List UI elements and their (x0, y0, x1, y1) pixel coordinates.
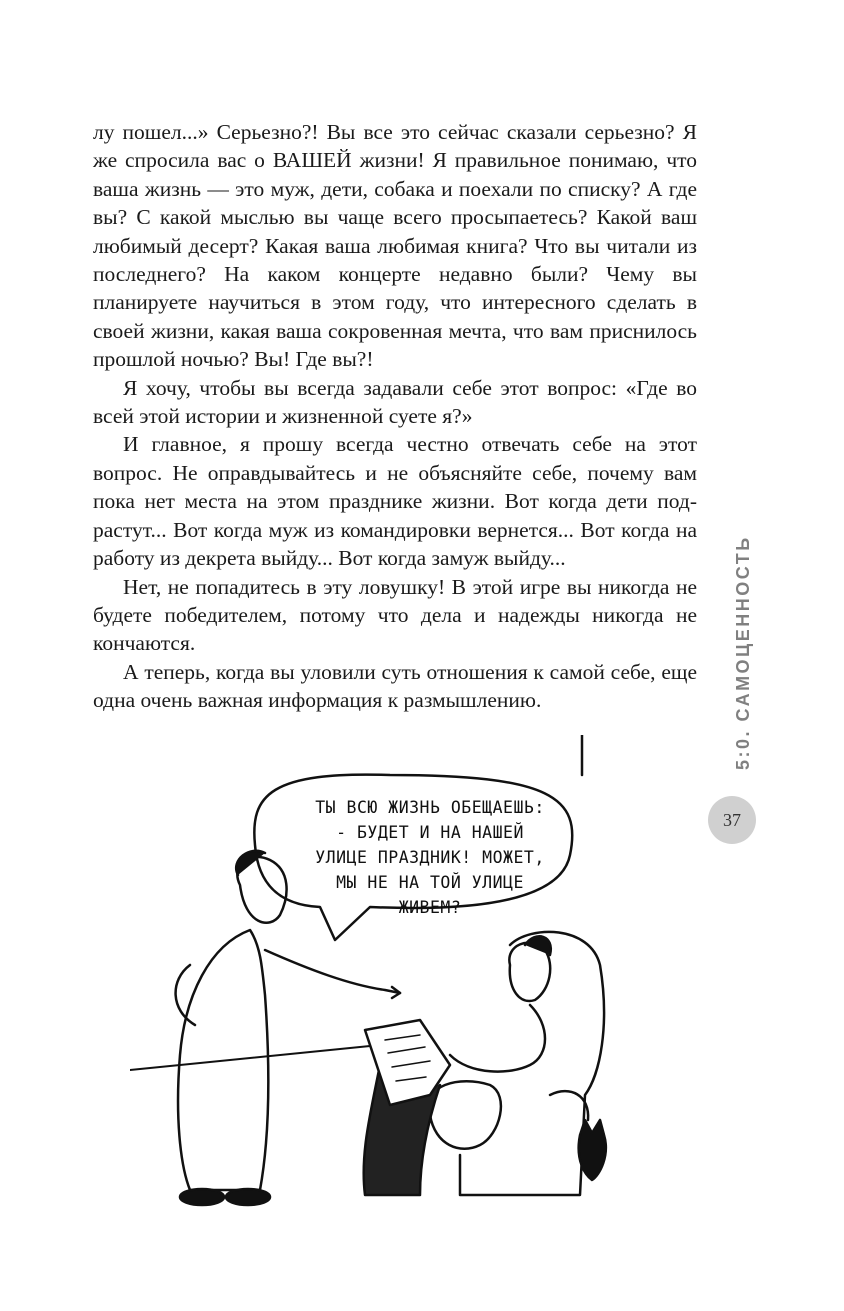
speech-line: ТЫ ВСЮ ЖИЗНЬ ОБЕЩАЕШЬ: (315, 798, 545, 817)
paragraph: А теперь, когда вы уловили суть отношения к самой себе, еще одна очень важная информация к размышлению. (93, 659, 697, 713)
cat-figure (579, 1120, 606, 1180)
speech-line: ЖИВЕМ? (398, 898, 462, 917)
floor-line (130, 1045, 380, 1070)
armchair (428, 932, 604, 1195)
page-number: 37 (708, 796, 756, 844)
cartoon-illustration (130, 735, 650, 1215)
speech-line: УЛИЦЕ ПРАЗДНИК! МОЖЕТ, (315, 848, 545, 867)
paragraph: лу пошел...» Серьезно?! Вы все это сейчас сказали серьезно? Я же спросила вас о ВАШЕЙ жизни! Я правильное понимаю, что ваша жизнь — это муж, дети, собака и поехали по списку? А где вы? С какой мыслью вы чаще всего просыпаетесь? Какой ваш любимый десерт? Какая ваша любимая книга? Что вы читали из последнего? На каком концерте недавно были? Чему вы планируете научиться в этом году, что интересного сделать в своей жизни, какая ваша сокровенная мечта, что вам приснилось прошлой ночью? Вы! Где вы?! (93, 120, 697, 372)
running-head: 5:0. САМОЦЕННОСТЬ (733, 535, 753, 770)
body-text (93, 118, 697, 715)
speech-line: - БУДЕТ И НА НАШЕЙ (336, 823, 524, 842)
speech-bubble-text (280, 795, 580, 920)
paragraph: Я хочу, чтобы вы всегда задавали себе этот вопрос: «Где во всей этой истории и жизненной суете я?» (93, 375, 697, 429)
speech-line: МЫ НЕ НА ТОЙ УЛИЦЕ (336, 873, 524, 892)
paragraph: И главное, я прошу всегда честно отвечать себе на этот вопрос. Не оправдывайтесь и не объясняйте себе, почему вам пока нет места на этом празднике жизни. Вот когда дети подрастут... Вот когда муж из командировки вернется... Вот когда на работу из декрета выйду... Вот когда замуж выйду... (93, 432, 697, 571)
paragraph: Нет, не попадитесь в эту ловушку! В этой игре вы никогда не будете победителем, потому что дела и надежды никогда не кончаются. (93, 574, 697, 656)
